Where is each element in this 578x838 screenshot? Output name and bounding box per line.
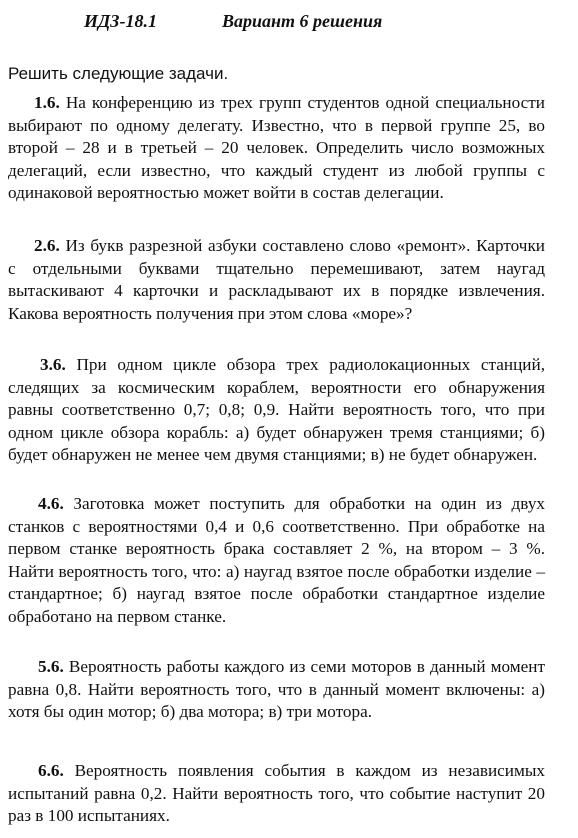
problem-text: Вероятность работы каждого из семи моторов в данный момент равна 0,8. Найти вероятность того, что в данный момент включены: а) хотя бы один мотор; б) два мотора; в) три мотора. xyxy=(8,657,545,722)
problem-text: На конференцию из трех групп студентов одной специальности выбирают по одному делегату. Известно, что в первой группе 25, во второй – 28 и в третьей – 20 человек. Определить число возможных делегаций, если известно, что каждый студент из любой группы с одинаковой вероятностью может войти в состав делегации. xyxy=(8,93,545,203)
variant-title: Вариант 6 решения xyxy=(222,11,383,31)
problem-1 xyxy=(8,92,545,205)
problem-2 xyxy=(8,235,545,325)
problem-4 xyxy=(8,493,545,629)
assignment-id: ИДЗ-18.1 xyxy=(84,11,157,31)
page-header xyxy=(0,9,578,33)
problem-6 xyxy=(8,760,545,828)
problem-number: 5.6. xyxy=(38,657,64,676)
problem-number: 1.6. xyxy=(34,93,60,112)
problem-text: Вероятность появления события в каждом из независимых испытаний равна 0,2. Найти вероятность того, что событие наступит 20 раз в 100 испытаниях. xyxy=(8,761,545,826)
problem-number: 6.6. xyxy=(38,761,64,780)
problem-3 xyxy=(8,354,545,467)
problem-text: При одном цикле обзора трех радиолокационных станций, следящих за космическим кораблем, вероятности его обнаружения равны соответственно 0,7; 0,8; 0,9. Найти вероятность того, что при одном цикле обзора корабль: а) будет обнаружен тремя станциями; б) будет обнаружен не менее чем двумя станциями; в) не будет обнаружен. xyxy=(8,355,545,465)
intro-text: Решить следующие задачи. xyxy=(8,64,229,83)
problem-5 xyxy=(8,656,545,724)
problem-text: Из букв разрезной азбуки составлено слово «ремонт». Карточки с отдельными буквами тщательно перемешивают, затем наугад вытаскивают 4 карточки и раскладывают их в порядке извлечения. Какова вероятность получения при этом слова «море»? xyxy=(8,236,546,323)
problem-number: 3.6. xyxy=(40,355,66,374)
problem-text: Заготовка может поступить для обработки на один из двух станков с вероятностями 0,4 и 0,6 соответственно. При обработке на первом станке вероятность брака составляет 2 %, на втором – 3 %. Найти вероятность того, что: а) наугад взятое после обработки изделие – стандартное; б) наугад взятое после обработки стандартное изделие обработано на первом станке. xyxy=(8,494,546,626)
problem-number: 2.6. xyxy=(34,236,60,255)
problem-number: 4.6. xyxy=(38,494,64,513)
